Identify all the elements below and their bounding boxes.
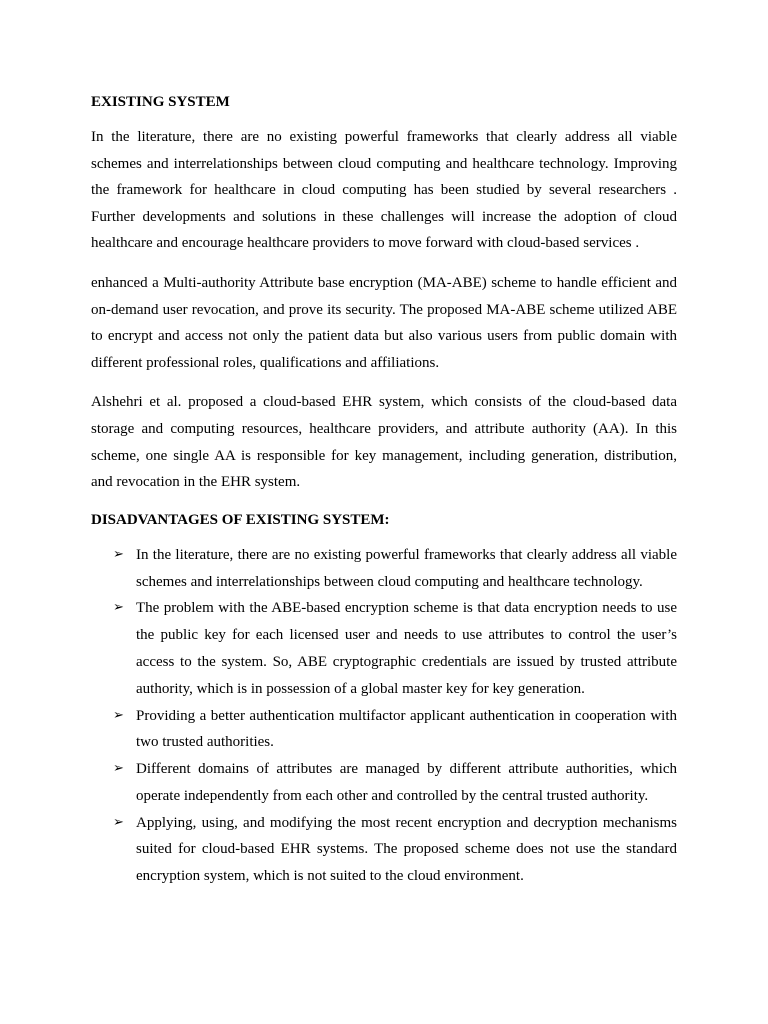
- arrowhead-bullet-icon: ➢: [113, 600, 124, 616]
- section-heading-disadvantages: DISADVANTAGES OF EXISTING SYSTEM:: [91, 511, 390, 528]
- list-item-text: In the literature, there are no existing powerful frameworks that clearly address all viable schemes and interrelationships between cloud computing and healthcare technology.: [136, 546, 677, 590]
- list-item-text: Different domains of attributes are managed by different attribute authorities, which operate independently from each other and controlled by the central trusted authority.: [136, 761, 677, 804]
- arrowhead-bullet-icon: ➢: [113, 546, 124, 562]
- list-item: [113, 595, 677, 702]
- paragraph-literature: In the literature, there are no existing powerful frameworks that clearly address all viable schemes and interrelationships between cloud computing and healthcare technology. Improving the framework for healthcare in cloud computing has been studied by several researchers . Further developments and solutions in these challenges will increase the adoption of cloud healthcare and encourage healthcare providers to move forward with cloud-based services .: [91, 129, 677, 252]
- list-item: [113, 756, 677, 810]
- list-item: [113, 703, 677, 757]
- list-item-text: Providing a better authentication multifactor applicant authentication in cooperation with two trusted authorities.: [136, 707, 677, 751]
- list-item: [113, 810, 677, 890]
- arrowhead-bullet-icon: ➢: [113, 761, 124, 777]
- paragraph-ma-abe: enhanced a Multi-authority Attribute base encryption (MA-ABE) scheme to handle efficient and on-demand user revocation, and prove its security. The proposed MA-ABE scheme utilized ABE to encrypt and access not only the patient data but also various users from public domain with different professional roles, qualifications and affiliations.: [91, 274, 677, 371]
- list-item-text: Applying, using, and modifying the most recent encryption and decryption mechanisms suited for cloud-based EHR systems. The proposed scheme does not use the standard encryption system, which is not suited to the cloud environment.: [136, 814, 677, 885]
- list-item-text: The problem with the ABE-based encryption scheme is that data encryption needs to use the public key for each licensed user and needs to use attributes to control the user’s access to the system. So, ABE cryptographic credentials are issued by trusted attribute authority, which is in possession of a global master key for key generation.: [136, 600, 677, 697]
- paragraph-alshehri: Alshehri et al. proposed a cloud-based EHR system, which consists of the cloud-based data storage and computing resources, healthcare providers, and attribute authority (AA). In this scheme, one single AA is responsible for key management, including generation, distribution, and revocation in the EHR system.: [91, 394, 677, 491]
- arrowhead-bullet-icon: ➢: [113, 707, 124, 723]
- disadvantages-list: [91, 542, 677, 890]
- list-item: [113, 542, 677, 596]
- section-heading-existing-system: EXISTING SYSTEM: [91, 94, 230, 110]
- arrowhead-bullet-icon: ➢: [113, 814, 124, 830]
